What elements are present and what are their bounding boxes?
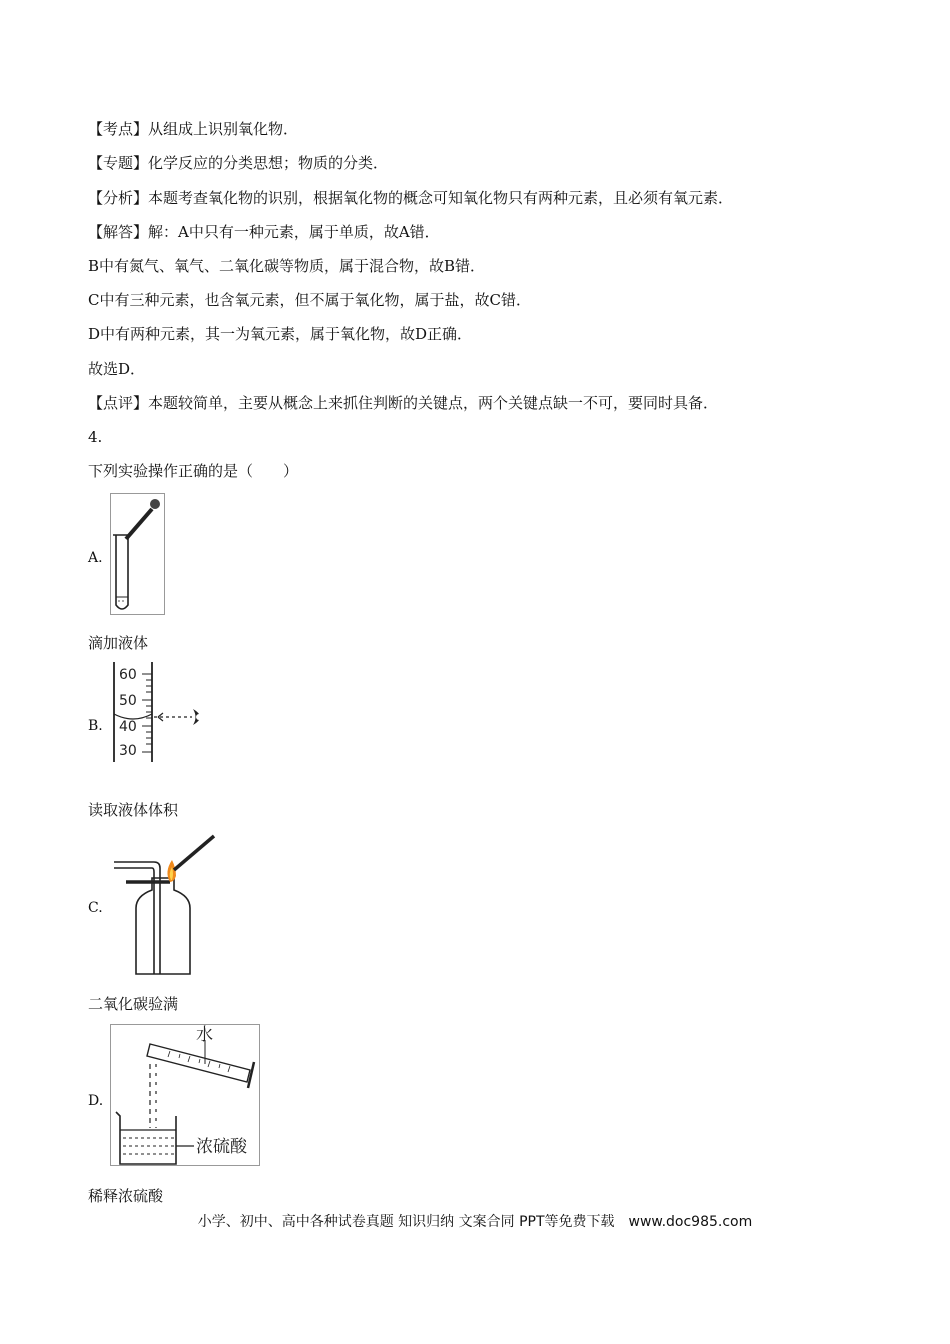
option-d-letter: D. — [88, 1093, 104, 1109]
explain-c-line: C中有三种元素，也含氧元素，但不属于氧化物，属于盐，故C错． — [88, 291, 531, 309]
fenxi-line: 【分析】本题考查氧化物的识别，根据氧化物的概念可知氧化物只有两种元素，且必须有氧元素． — [88, 189, 734, 207]
dropper-test-tube-figure — [110, 493, 166, 617]
tick-30: 30 — [119, 743, 137, 759]
option-a-caption: 滴加液体 — [88, 634, 149, 652]
water-label: 水 — [196, 1025, 213, 1045]
tick-60: 60 — [119, 667, 137, 683]
page-footer: 小学、初中、高中各种试卷真题 知识归纳 文案合同 PPT等免费下载 www.doc985.com — [197, 1214, 753, 1230]
dianping-line: 【点评】本题较简单，主要从概念上来抓住判断的关键点，两个关键点缺一不可，要同时具备． — [88, 394, 719, 412]
kaodian-line: 【考点】从组成上识别氧化物． — [88, 120, 299, 138]
jieda-line: 【解答】解：A中只有一种元素，属于单质，故A错． — [88, 223, 440, 241]
explain-b-line: B中有氮气、氧气、二氧化碳等物质，属于混合物，故B错． — [88, 257, 486, 275]
explain-d-line: D中有两种元素，其一为氧元素，属于氧化物，故D正确． — [88, 325, 473, 343]
option-c-caption: 二氧化碳验满 — [88, 995, 179, 1013]
option-a-letter: A. — [88, 550, 103, 566]
option-b-letter: B. — [88, 718, 103, 734]
dilute-acid-figure — [110, 1024, 262, 1168]
option-c-letter: C. — [88, 900, 103, 916]
question-stem: 下列实验操作正确的是（ ） — [88, 462, 299, 480]
answer-line: 故选D． — [88, 360, 146, 378]
graduated-cylinder-figure — [110, 662, 210, 762]
option-b-caption: 读取液体体积 — [88, 801, 179, 819]
option-d-caption: 稀释浓硫酸 — [88, 1187, 164, 1205]
gas-bottle-figure — [110, 832, 220, 980]
tick-40: 40 — [119, 719, 137, 735]
question-number: 4. — [88, 428, 103, 446]
tick-50: 50 — [119, 693, 137, 709]
acid-label: 浓硫酸 — [196, 1137, 247, 1157]
zhuanti-line: 【专题】化学反应的分类思想；物质的分类． — [88, 154, 389, 172]
